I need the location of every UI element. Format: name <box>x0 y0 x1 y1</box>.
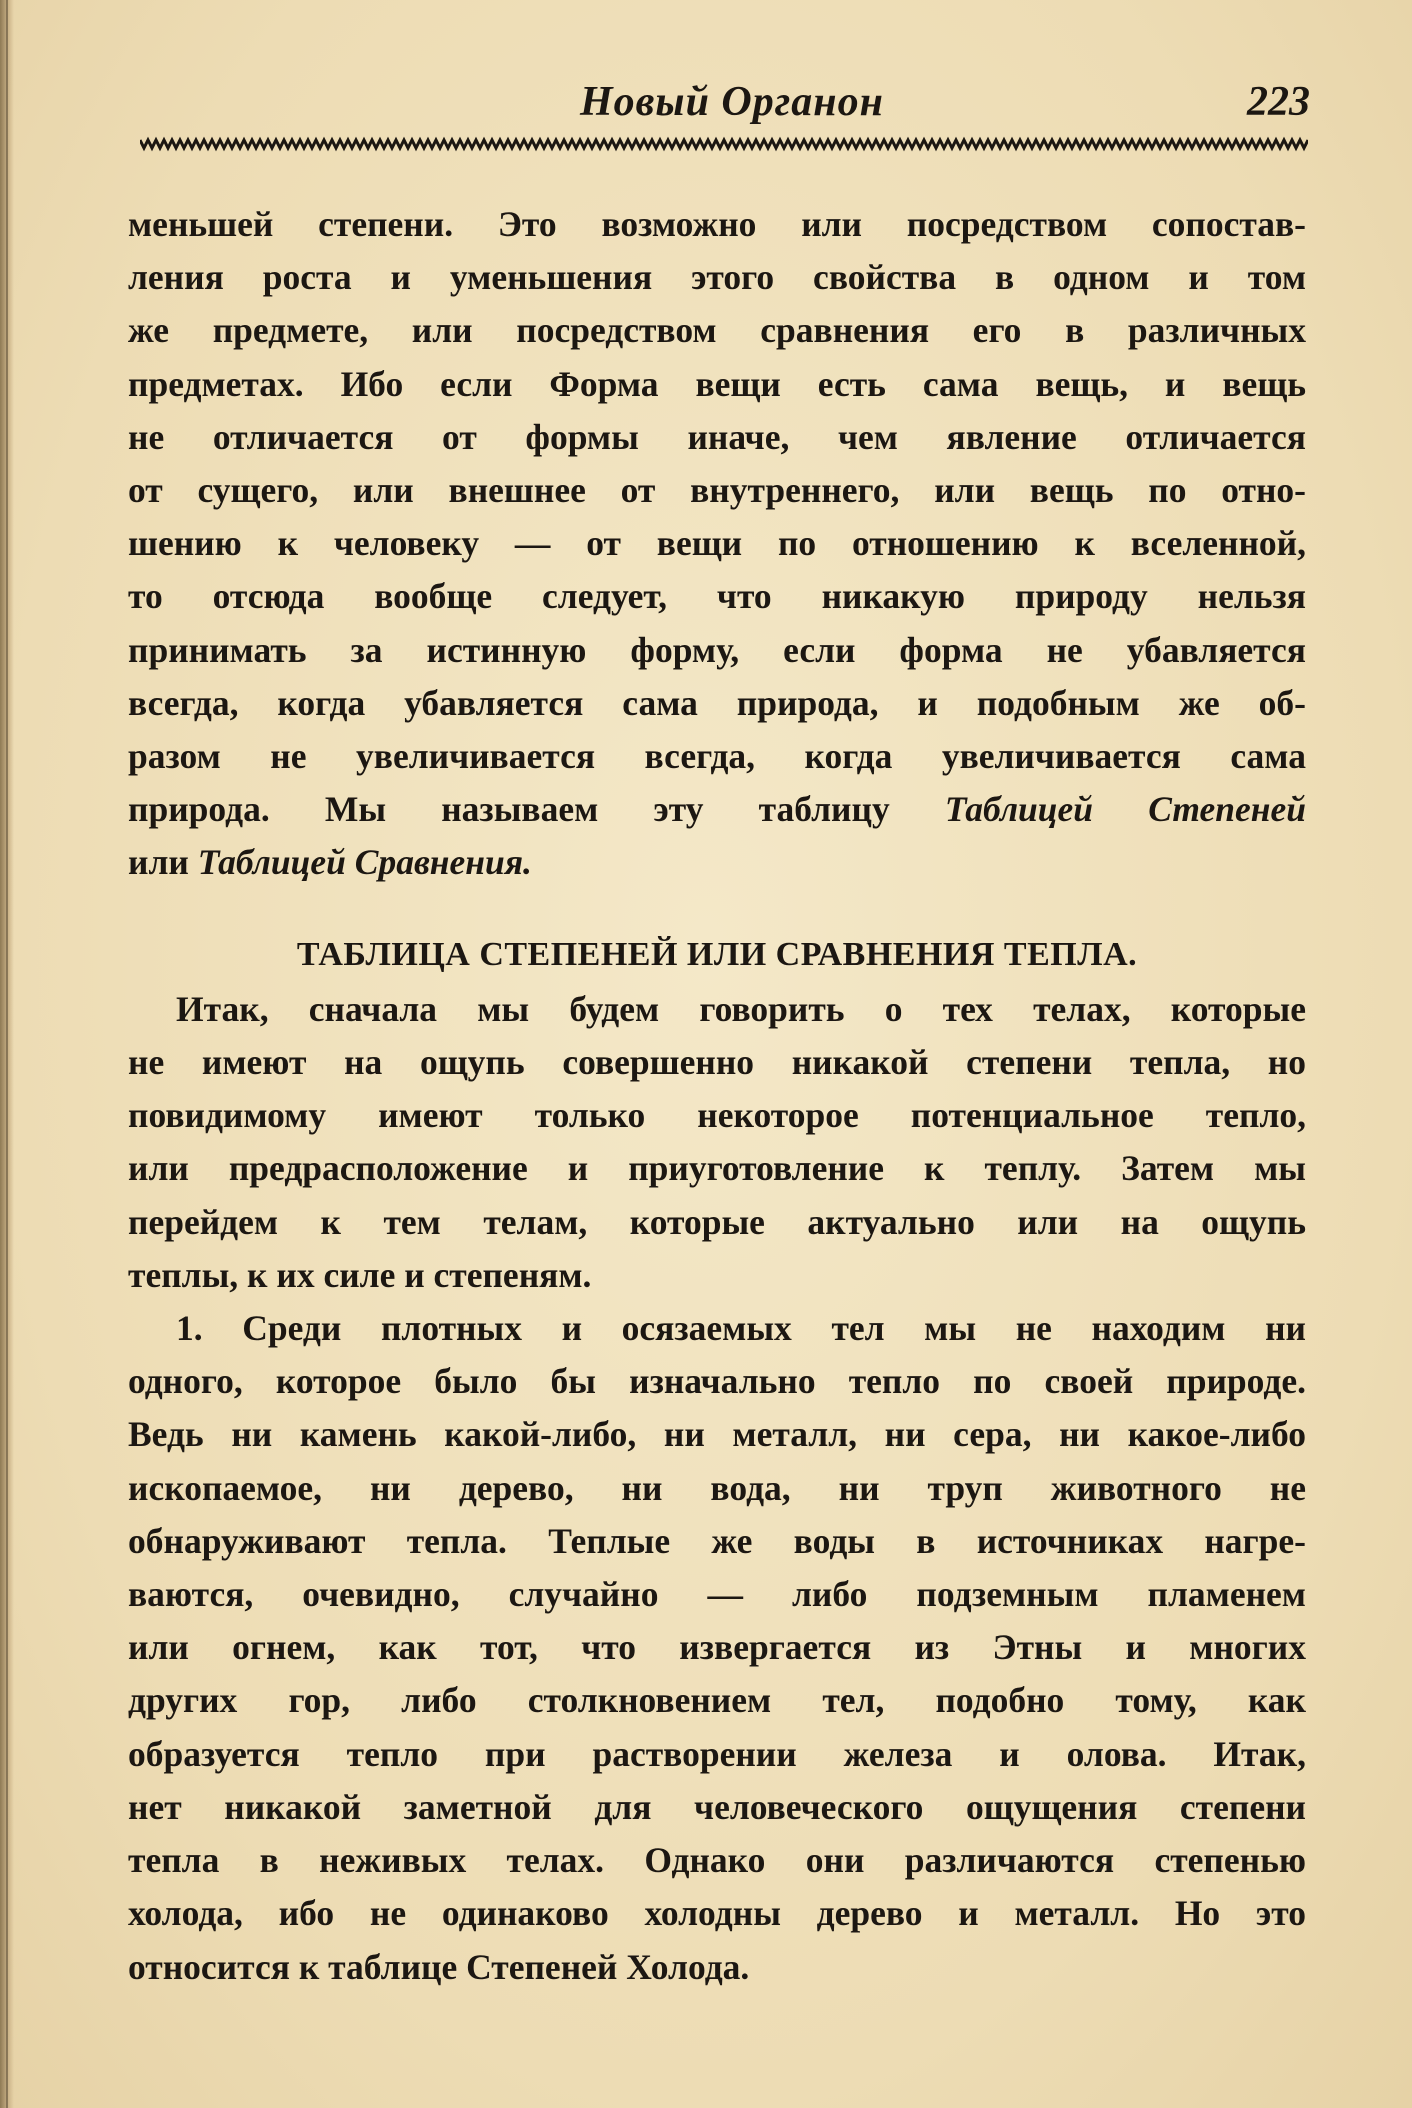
paragraph-2 <box>128 983 1306 1302</box>
text-line: от сущего, или внешнее от внутреннего, или вещь по отно- <box>128 470 1306 511</box>
running-title: Новый Органон <box>580 79 884 125</box>
text-line: шению к человеку — от вещи по отношению к вселенной, <box>128 523 1306 564</box>
paragraph-3 <box>128 1302 1306 1994</box>
text-line: холода, ибо не одинаково холодны дерево и металл. Но это <box>128 1893 1306 1934</box>
text-line: одного, которое было бы изначально тепло по своей природе. <box>128 1361 1306 1402</box>
text-line: 1. Среди плотных и осязаемых тел мы не находим ни <box>176 1308 1306 1349</box>
text-line: Итак, сначала мы будем говорить о тех телах, которые <box>176 988 1306 1029</box>
text-line: не отличается от формы иначе, чем явление отличается <box>128 416 1306 457</box>
italic-term: Таблицей Степеней <box>944 789 1306 830</box>
text-line: ископаемое, ни дерево, ни вода, ни труп животного не <box>128 1467 1306 1508</box>
text-line: перейдем к тем телам, которые актуально или на ощупь <box>128 1201 1306 1242</box>
text-line: не имеют на ощупь совершенно никакой степени тепла, но <box>128 1042 1306 1083</box>
text-line: ления роста и уменьшения этого свойства в одном и том <box>128 257 1306 298</box>
ornamental-rule <box>140 136 1308 152</box>
text-line: других гор, либо столкновением тел, подобно тому, как <box>128 1680 1306 1721</box>
text-line: меньшей степени. Это возможно или посредством сопостав- <box>128 204 1306 244</box>
text-line: или предрасположение и приуготовление к теплу. Затем мы <box>128 1148 1306 1189</box>
italic-term: Таблицей Сравнения. <box>197 842 532 883</box>
text-line: тепла в неживых телах. Однако они различаются степенью <box>128 1840 1306 1881</box>
text-line: Ведь ни камень какой-либо, ни металл, ни сера, ни какое-либо <box>128 1414 1306 1455</box>
text-line: повидимому имеют только некоторое потенциальное тепло, <box>128 1095 1306 1136</box>
text-line: же предмете, или посредством сравнения его в различных <box>128 310 1306 351</box>
running-head <box>130 78 1310 138</box>
text-run: природа. Мы называем эту таблицу <box>128 789 890 830</box>
text-line <box>128 783 1306 836</box>
text-line: обнаруживают тепла. Теплые же воды в источниках нагре- <box>128 1520 1306 1561</box>
page-number: 223 <box>1247 79 1310 125</box>
text-line: всегда, когда убавляется сама природа, и подобным же об- <box>128 682 1306 723</box>
paragraph-1 <box>128 198 1306 890</box>
text-line: или огнем, как тот, что извергается из Этны и многих <box>128 1627 1306 1668</box>
text-line: относится к таблице Степеней Холода. <box>128 1946 750 1987</box>
text-line: ваются, очевидно, случайно — либо подземным пламенем <box>128 1574 1306 1615</box>
text-line: теплы, к их силе и степеням. <box>128 1254 592 1295</box>
text-run: или <box>128 842 189 883</box>
spine-line <box>6 0 8 2108</box>
text-line: принимать за истинную форму, если форма не убавляется <box>128 629 1306 670</box>
text-line: предметах. Ибо если Форма вещи есть сама вещь, и вещь <box>128 363 1306 404</box>
text-line: образуется тепло при растворении железа и олова. Итак, <box>128 1733 1306 1774</box>
body-text <box>128 198 1306 1994</box>
text-line <box>128 836 1306 889</box>
text-line: то отсюда вообще следует, что никакую природу нельзя <box>128 576 1306 617</box>
text-line: нет никакой заметной для человеческого ощущения степени <box>128 1786 1306 1827</box>
section-heading: ТАБЛИЦА СТЕПЕНЕЙ ИЛИ СРАВНЕНИЯ ТЕПЛА. <box>296 935 1138 973</box>
text-line: разом не увеличивается всегда, когда увеличивается сама <box>128 736 1306 777</box>
